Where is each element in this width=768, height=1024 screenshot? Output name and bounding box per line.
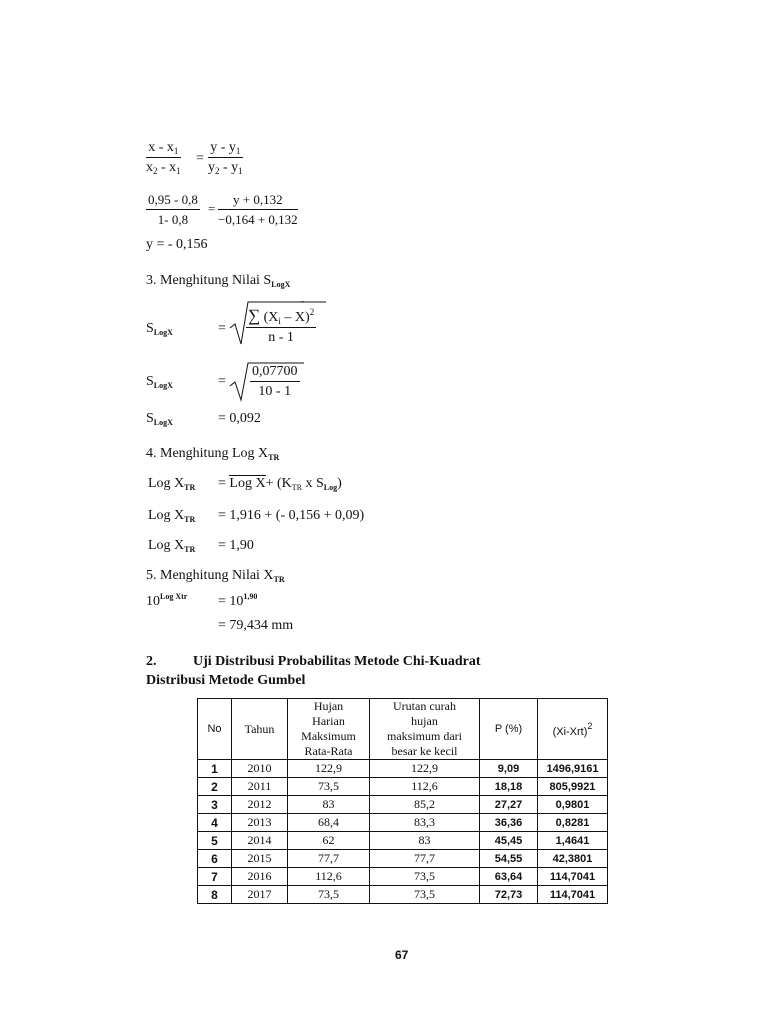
slogx-values: $\frac{0,07700}{10 - 1}$ <box>252 364 298 399</box>
log-xtr-substitution: = 1,916 + (- 0,156 + 0,09) <box>218 508 365 523</box>
table-row <box>198 760 608 778</box>
cell-tahun: 2015 <box>232 850 288 868</box>
equals-sign: = <box>196 151 204 166</box>
log-xtr-result: = 1,90 <box>218 538 254 553</box>
cell-no: 8 <box>198 886 232 904</box>
cell-no: 1 <box>198 760 232 778</box>
cell-tahun: 2010 <box>232 760 288 778</box>
cell-no: 7 <box>198 868 232 886</box>
step3-heading: 3. Menghitung Nilai $S_{LogX}$ <box>146 273 291 289</box>
cell-p: 18,18 <box>480 778 538 796</box>
slogx-label: $S_{LogX}$ <box>146 321 173 337</box>
log-xtr-label: Log $X_{TR}$ <box>148 538 196 554</box>
interp-fraction-left: $\frac{x - x_1}{x_2 - x_1}$ <box>146 140 181 176</box>
y-result: y = - 0,156 <box>146 237 208 252</box>
equals-sign: = <box>218 321 226 336</box>
slogx-result: = 0,092 <box>218 411 261 426</box>
cell-xi-xrt: 1,4641 <box>538 832 608 850</box>
step4-heading: 4. Menghitung Log $X_{TR}$ <box>146 446 280 462</box>
cell-tahun: 2014 <box>232 832 288 850</box>
cell-hujan: 73,5 <box>288 886 370 904</box>
cell-xi-xrt: 42,3801 <box>538 850 608 868</box>
cell-hujan: 83 <box>288 796 370 814</box>
cell-no: 6 <box>198 850 232 868</box>
cell-p: 72,73 <box>480 886 538 904</box>
col-header-p: P (%) <box>480 699 538 760</box>
col-header-hujan: Hujan Harian Maksimum Rata-Rata <box>288 699 370 760</box>
cell-hujan: 112,6 <box>288 868 370 886</box>
cell-urutan: 77,7 <box>370 850 480 868</box>
slogx-label: $S_{LogX}$ <box>146 374 173 390</box>
cell-p: 54,55 <box>480 850 538 868</box>
page-number: 67 <box>395 948 409 962</box>
cell-tahun: 2013 <box>232 814 288 832</box>
cell-urutan: 73,5 <box>370 868 480 886</box>
equals-sign: = <box>218 374 226 389</box>
cell-tahun: 2017 <box>232 886 288 904</box>
cell-p: 63,64 <box>480 868 538 886</box>
equals-sign: = <box>208 201 216 216</box>
cell-urutan: 83,3 <box>370 814 480 832</box>
interp-values-right: $\frac{y + 0,132}{-0,164 + 0,132}$ <box>218 192 298 227</box>
cell-no: 3 <box>198 796 232 814</box>
cell-xi-xrt: 114,7041 <box>538 868 608 886</box>
xtr-result: = 79,434 mm <box>218 618 294 633</box>
col-header-tahun: Tahun <box>232 699 288 760</box>
cell-no: 5 <box>198 832 232 850</box>
col-header-no: No <box>198 699 232 760</box>
table-row <box>198 850 608 868</box>
cell-hujan: 62 <box>288 832 370 850</box>
xtr-power: = $10^{1,90}$ <box>218 592 258 609</box>
table-row <box>198 796 608 814</box>
slogx-label: $S_{LogX}$ <box>146 411 173 427</box>
cell-xi-xrt: 0,8281 <box>538 814 608 832</box>
col-header-xi-xrt: $(Xi-Xrt)^2$ <box>538 699 608 760</box>
cell-xi-xrt: 0,9801 <box>538 796 608 814</box>
cell-urutan: 112,6 <box>370 778 480 796</box>
cell-xi-xrt: 805,9921 <box>538 778 608 796</box>
log-xtr-label: Log $X_{TR}$ <box>148 476 196 492</box>
interp-fraction-right: $\frac{y - y_1}{y_2 - y_1}$ <box>208 140 243 176</box>
log-xtr-label: Log $X_{TR}$ <box>148 508 196 524</box>
cell-hujan: 77,7 <box>288 850 370 868</box>
cell-hujan: 122,9 <box>288 760 370 778</box>
cell-p: 45,45 <box>480 832 538 850</box>
cell-urutan: 73,5 <box>370 886 480 904</box>
cell-urutan: 85,2 <box>370 796 480 814</box>
cell-no: 2 <box>198 778 232 796</box>
section-title: Uji Distribusi Probabilitas Metode Chi-Kuadrat <box>193 654 481 669</box>
xtr-lhs: $10^{Log Xtr}$ <box>146 592 188 609</box>
cell-no: 4 <box>198 814 232 832</box>
table-row <box>198 868 608 886</box>
cell-xi-xrt: 1496,9161 <box>538 760 608 778</box>
slogx-formula: $\frac{\sum (X_i - X)^2}{n - 1}$ <box>248 306 315 345</box>
cell-urutan: 122,9 <box>370 760 480 778</box>
cell-p: 9,09 <box>480 760 538 778</box>
table-row <box>198 886 608 904</box>
cell-tahun: 2012 <box>232 796 288 814</box>
step5-heading: 5. Menghitung Nilai $X_{TR}$ <box>146 568 285 584</box>
cell-xi-xrt: 114,7041 <box>538 886 608 904</box>
table-row <box>198 814 608 832</box>
cell-p: 36,36 <box>480 814 538 832</box>
cell-tahun: 2011 <box>232 778 288 796</box>
cell-urutan: 83 <box>370 832 480 850</box>
cell-tahun: 2016 <box>232 868 288 886</box>
table-row <box>198 778 608 796</box>
cell-hujan: 73,5 <box>288 778 370 796</box>
section-subtitle: Distribusi Metode Gumbel <box>146 673 306 688</box>
cell-hujan: 68,4 <box>288 814 370 832</box>
table-row <box>198 832 608 850</box>
gumbel-table <box>197 698 608 904</box>
cell-p: 27,27 <box>480 796 538 814</box>
log-xtr-formula: = Log $X+ (K_{TR}$ x $S_{Log}$) <box>218 476 342 492</box>
xbar-mark: - <box>301 296 305 307</box>
col-header-urutan: Urutan curah hujan maksimum dari besar ke kecil <box>370 699 480 760</box>
interp-values-left: $\frac{0,95 - 0,8}{1- 0,8}$ <box>148 192 198 227</box>
section-number: 2. <box>146 654 157 669</box>
